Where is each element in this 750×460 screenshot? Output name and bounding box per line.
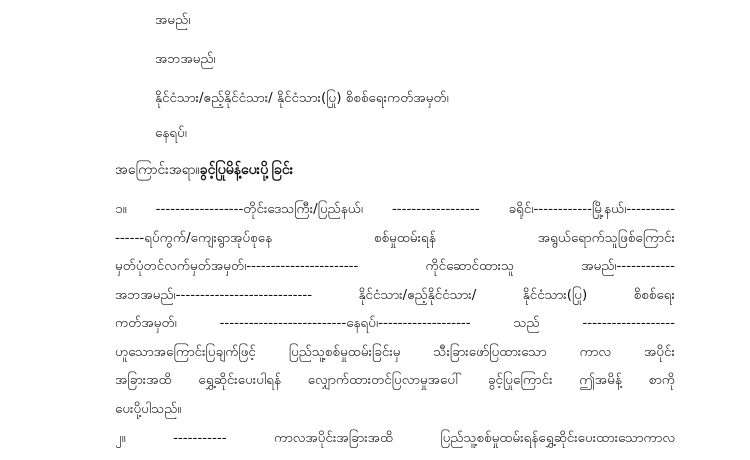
para1-word: နိုင်ငံသား(ပြု) <box>522 286 588 303</box>
subject-prefix: အကြောင်းအရာ။ <box>115 162 200 178</box>
para2-line <box>115 428 675 448</box>
field-father-name: အဘအမည်၊ <box>155 51 216 67</box>
para1-word: ရွှေ့ဆိုင်းပေးပါရန် <box>198 372 281 388</box>
para2-word: ပြည်သူ့စစ်မှုထမ်းရန်ရွှေ့ဆိုင်းပေးထားသောကာလ <box>440 430 675 446</box>
para1-line <box>115 256 675 276</box>
para1-word: ------------------ <box>391 201 480 217</box>
para1-line <box>115 313 675 333</box>
para1-word: အရွယ်ရောက်သူဖြစ်ကြောင်း <box>537 229 675 246</box>
field-id-card: နိုင်ငံသား/ဧည့်နိုင်ငံသား/ နိုင်ငံသား(ပြု) စိစစ်ရေးကတ်အမှတ်၊ <box>155 90 449 106</box>
field-address: နေရပ်၊ <box>155 125 187 141</box>
para1-word: ခွင့်ပြုကြောင်း <box>487 372 553 388</box>
para1-line <box>115 228 675 248</box>
para1-word: --------------------------နေရပ်၊------------------- <box>219 315 471 331</box>
para1-line <box>115 285 675 305</box>
para2-word: ကာလအပိုင်းအခြားအထိ <box>274 430 394 446</box>
para1-line <box>115 342 675 362</box>
para1-word: ခရိုင်၊------------မြို့နယ်၊---------- <box>508 201 675 217</box>
para1-word: စာကို <box>648 372 675 388</box>
para1-word: ပေးပို့ပါသည်။ <box>115 400 182 417</box>
para1-word: အခြားအထိ <box>115 372 172 388</box>
subject-title: ခွင့်ပြုမိန့်ပေးပို့ခြင်း <box>199 162 294 178</box>
para1-word: ကိုင်ဆောင်ထားသူ <box>425 258 515 274</box>
para1-word: လျှောက်ထားတင်ပြလာမှုအပေါ် <box>307 372 462 388</box>
para1-word: စစ်မှုထမ်းရန် <box>373 229 436 246</box>
para1-word: နိုင်ငံသား/ဧည့်နိုင်ငံသား/ <box>358 286 477 303</box>
para1-word: ကတ်အမှတ်၊ <box>115 315 177 331</box>
para1-word: ------------------- <box>582 315 675 331</box>
field-name: အမည်၊ <box>155 12 191 28</box>
subject-line <box>115 160 293 180</box>
para1-word: ကာလ <box>579 343 612 360</box>
para1-word: စိစစ်ရေး <box>633 286 675 303</box>
para2-word: ----------- <box>173 430 227 446</box>
para1-word: ၁။ <box>115 201 127 217</box>
para1-word: အပိုင်း <box>643 343 675 360</box>
para1-line <box>115 370 675 390</box>
para1-line <box>115 399 675 419</box>
para1-word: ------------------တိုင်းဒေသကြီး/ပြည်နယ်၊ <box>155 201 363 217</box>
para1-word: သီးခြားဖော်ပြထားသော <box>433 343 547 360</box>
para1-word: အဘအမည်၊---------------------------- <box>115 286 313 303</box>
para2-word: ၂။ <box>115 430 126 446</box>
para1-word: အမည်၊------------ <box>581 258 675 274</box>
para1-word: ------ရပ်ကွက်/ကျေးရွာအုပ်စုနေ <box>115 229 273 246</box>
para1-line <box>115 199 675 219</box>
para1-word: မှတ်ပုံတင်လက်မှတ်အမှတ်၊----------------------- <box>115 258 359 274</box>
para1-word: ပြည်သူ့စစ်မှုထမ်းခြင်းမှ <box>288 343 401 360</box>
para1-word: ဤအမိန့် <box>579 372 622 388</box>
para1-word: ဟူသောအကြောင်းပြချက်ဖြင့် <box>115 343 256 360</box>
para1-word: သည် <box>513 315 540 331</box>
